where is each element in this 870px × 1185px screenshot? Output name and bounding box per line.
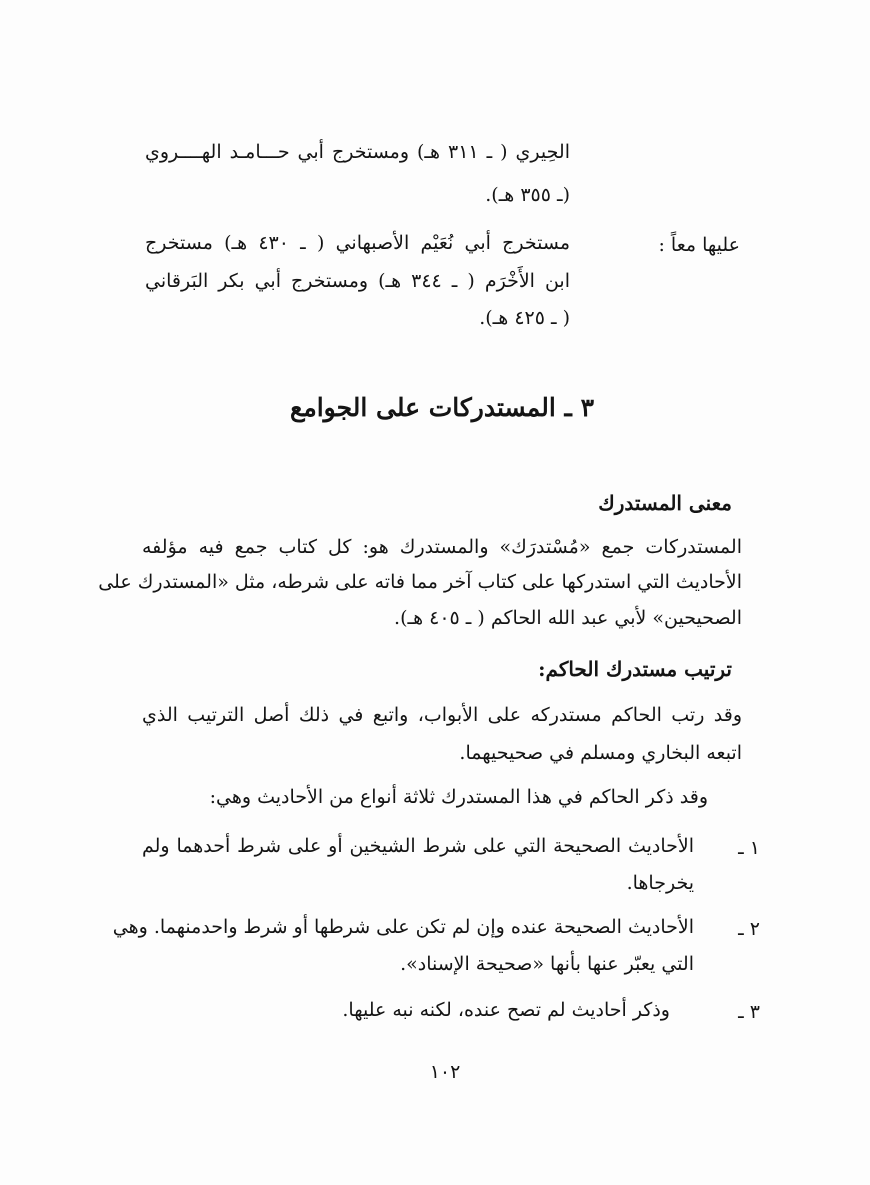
list-number: ٣ ـ — [738, 1001, 760, 1023]
entry-line: مستخرج أبي نُعَيْم الأصبهاني ( ـ ٤٣٠ هـ) مستخرج — [145, 232, 570, 254]
section-title: ٣ ـ المستدركات على الجوامع — [290, 393, 594, 422]
paragraph-line: وقد رتب الحاكم مستدركه على الأبواب، واتبع في ذلك أصل الترتيب الذي — [142, 704, 742, 726]
entry-line: (ـ ٣٥٥ هـ). — [485, 184, 570, 206]
list-item-line: وذكر أحاديث لم تصح عنده، لكنه نبه عليها. — [342, 999, 670, 1021]
page-number: ١٠٢ — [429, 1061, 461, 1083]
list-item-line: يخرجاها. — [626, 872, 694, 894]
paragraph-line: اتبعه البخاري ومسلم في صحيحيهما. — [459, 742, 742, 764]
subheading-arrangement: ترتيب مستدرك الحاكم: — [538, 657, 732, 681]
paragraph-line: وقد ذكر الحاكم في هذا المستدرك ثلاثة أنواع من الأحاديث وهي: — [209, 786, 708, 808]
subheading-meaning: معنى المستدرك — [598, 491, 732, 515]
paragraph-line: الصحيحين» لأبي عبد الله الحاكم ( ـ ٤٠٥ هـ). — [394, 607, 742, 629]
entry-line: الحِيري ( ـ ٣١١ هـ) ومستخرج أبي حـــامـد الهــــروي — [145, 141, 570, 163]
paragraph-line: الأحاديث التي استدركها على كتاب آخر مما فاته على شرطه، مثل «المستدرك على — [98, 571, 742, 593]
entry-line: ابن الأَخْرَم ( ـ ٣٤٤ هـ) ومستخرج أبي بكر البَرقاني — [145, 270, 570, 292]
list-number: ١ ـ — [738, 837, 760, 859]
entry-line: ( ـ ٤٢٥ هـ). — [479, 307, 570, 329]
list-number: ٢ ـ — [738, 918, 760, 940]
entry-label: عليها معاً : — [658, 234, 740, 256]
paragraph-line: المستدركات جمع «مُسْتدرَك» والمستدرك هو: كل كتاب جمع فيه مؤلفه — [142, 536, 742, 558]
list-item-line: الأحاديث الصحيحة التي على شرط الشيخين أو على شرط أحدهما ولم — [142, 835, 694, 857]
list-item-line: الأحاديث الصحيحة عنده وإن لم تكن على شرطها أو شرط واحدمنهما. وهي — [112, 916, 694, 938]
list-item-line: التي يعبّر عنها بأنها «صحيحة الإسناد». — [400, 953, 694, 975]
